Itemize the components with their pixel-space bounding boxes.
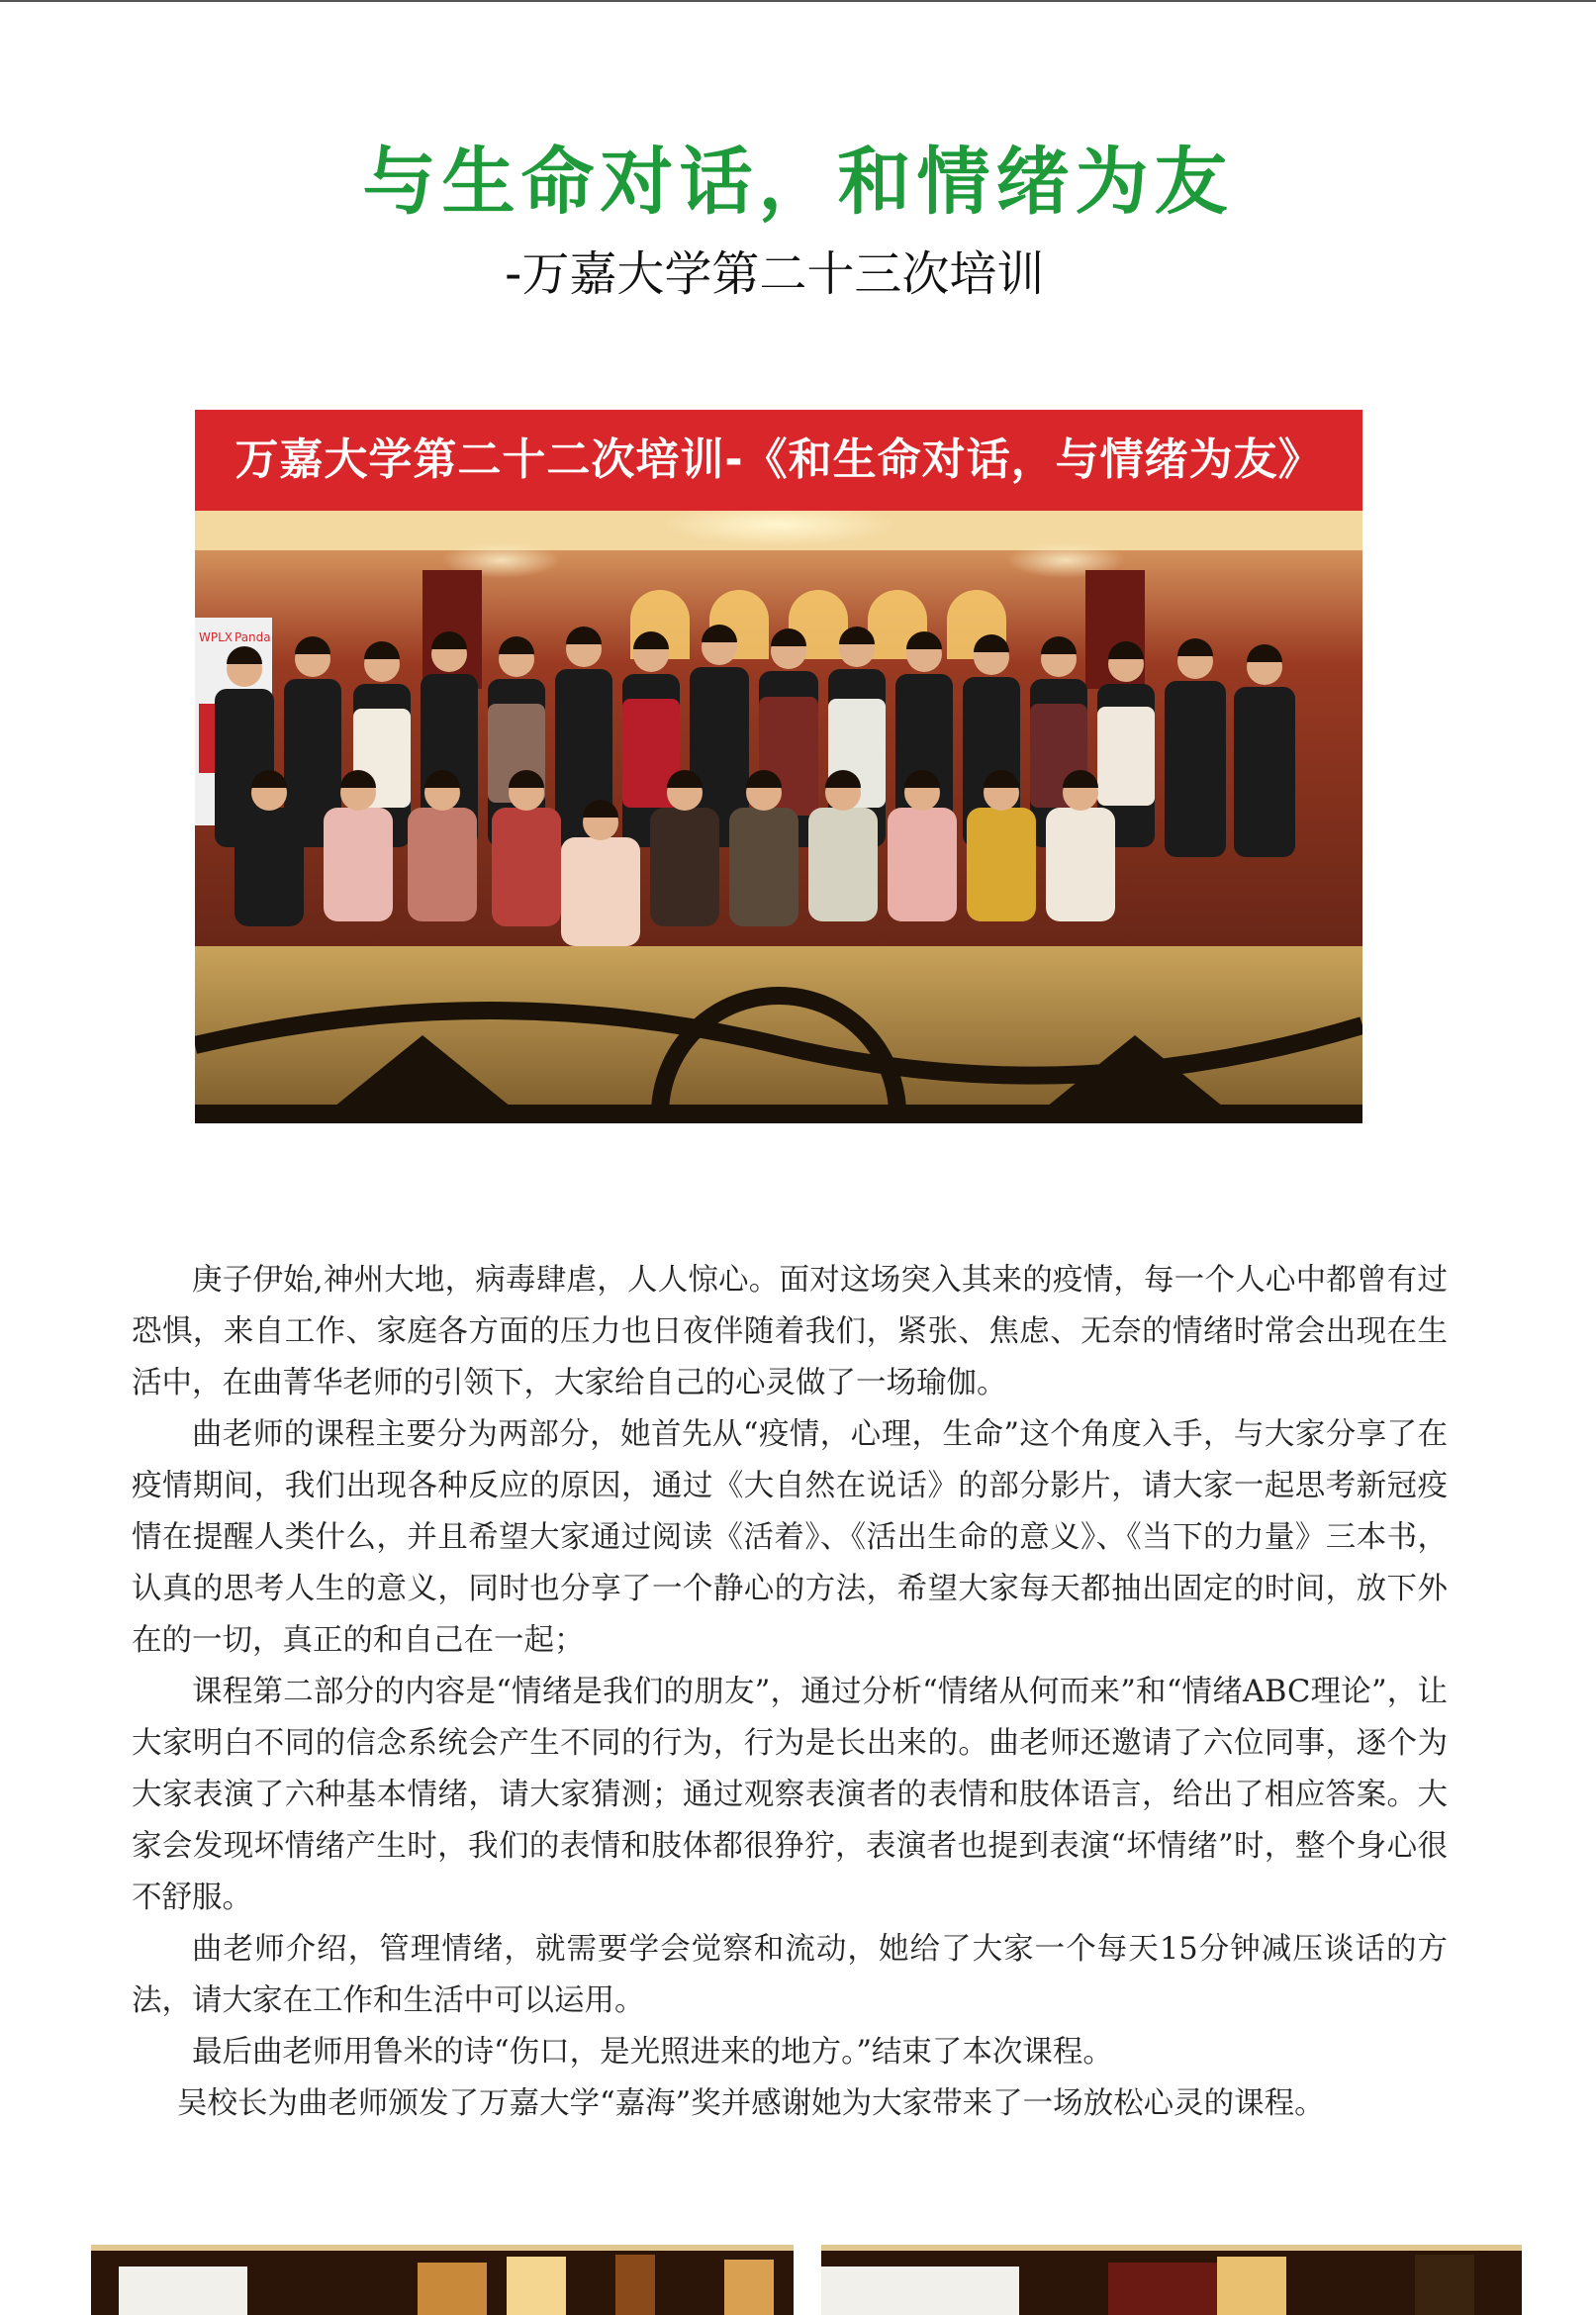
article-paragraph-2: 曲老师的课程主要分为两部分，她首先从“疫情，心理，生命”这个角度入手，与大家分享了在疫情期间，我们出现各种反应的原因，通过《大自然在说话》的部分影片，请大家一起思考新冠疫情在提醒人类什么，并且希望大家通过阅读《活着》、《活出生命的意义》、《当下的力量》三本书，认真的思考人生的意义，同时也分享了一个静心的方法，希望大家每天都抽出固定的时间，放下外在的一切，真正的和自己在一起；: [132, 1417, 1448, 1658]
bottom-photo-right: [821, 2245, 1522, 2315]
top-border-line: [0, 0, 1596, 2]
article-paragraph-1: 庚子伊始,神州大地，病毒肆虐，人人惊心。面对这场突入其来的疫情，每一个人心中都曾有过恐惧，来自工作、家庭各方面的压力也日夜伴随着我们，紧张、焦虑、无奈的情绪时常会出现在生活中，在曲菁华老师的引领下，大家给自己的心灵做了一场瑜伽。: [132, 1263, 1448, 1400]
sign-text-1: WPLX: [199, 630, 234, 644]
group-photo: [195, 511, 1362, 1123]
article-paragraph-6: 吴校长为曲老师颁发了万嘉大学“嘉海”奖并感谢她为大家带来了一场放松心灵的课程。: [177, 2086, 1325, 2121]
page-title: 与生命对话，和情绪为友: [362, 140, 1234, 225]
article-body: [132, 1255, 1448, 2130]
article-paragraph-5: 最后曲老师用鲁米的诗“伤口，是光照进来的地方。”结束了本次课程。: [192, 2035, 1113, 2070]
group-photo-card: [195, 410, 1362, 1123]
article-paragraph-3: 课程第二部分的内容是“情绪是我们的朋友”，通过分析“情绪从何而来”和“情绪ABC理论”，让大家明白不同的信念系统会产生不同的行为，行为是长出来的。曲老师还邀请了六位同事，逐个为大家表演了六种基本情绪，请大家猜测；通过观察表演者的表情和肢体语言，给出了相应答案。大家会发现坏情绪产生时，我们的表情和肢体都很狰狞，表演者也提到表演“坏情绪”时，整个身心很不舒服。: [132, 1675, 1448, 1915]
page-subtitle: -万嘉大学第二十三次培训: [505, 246, 1045, 302]
sign-text-2: Panda: [235, 630, 271, 644]
photo-banner: 万嘉大学第二十二次培训-《和生命对话，与情绪为友》: [195, 410, 1362, 511]
bottom-photo-left: [91, 2245, 794, 2315]
article-paragraph-4: 曲老师介绍，管理情绪，就需要学会觉察和流动，她给了大家一个每天15分钟减压谈话的方法，请大家在工作和生活中可以运用。: [132, 1932, 1448, 2018]
